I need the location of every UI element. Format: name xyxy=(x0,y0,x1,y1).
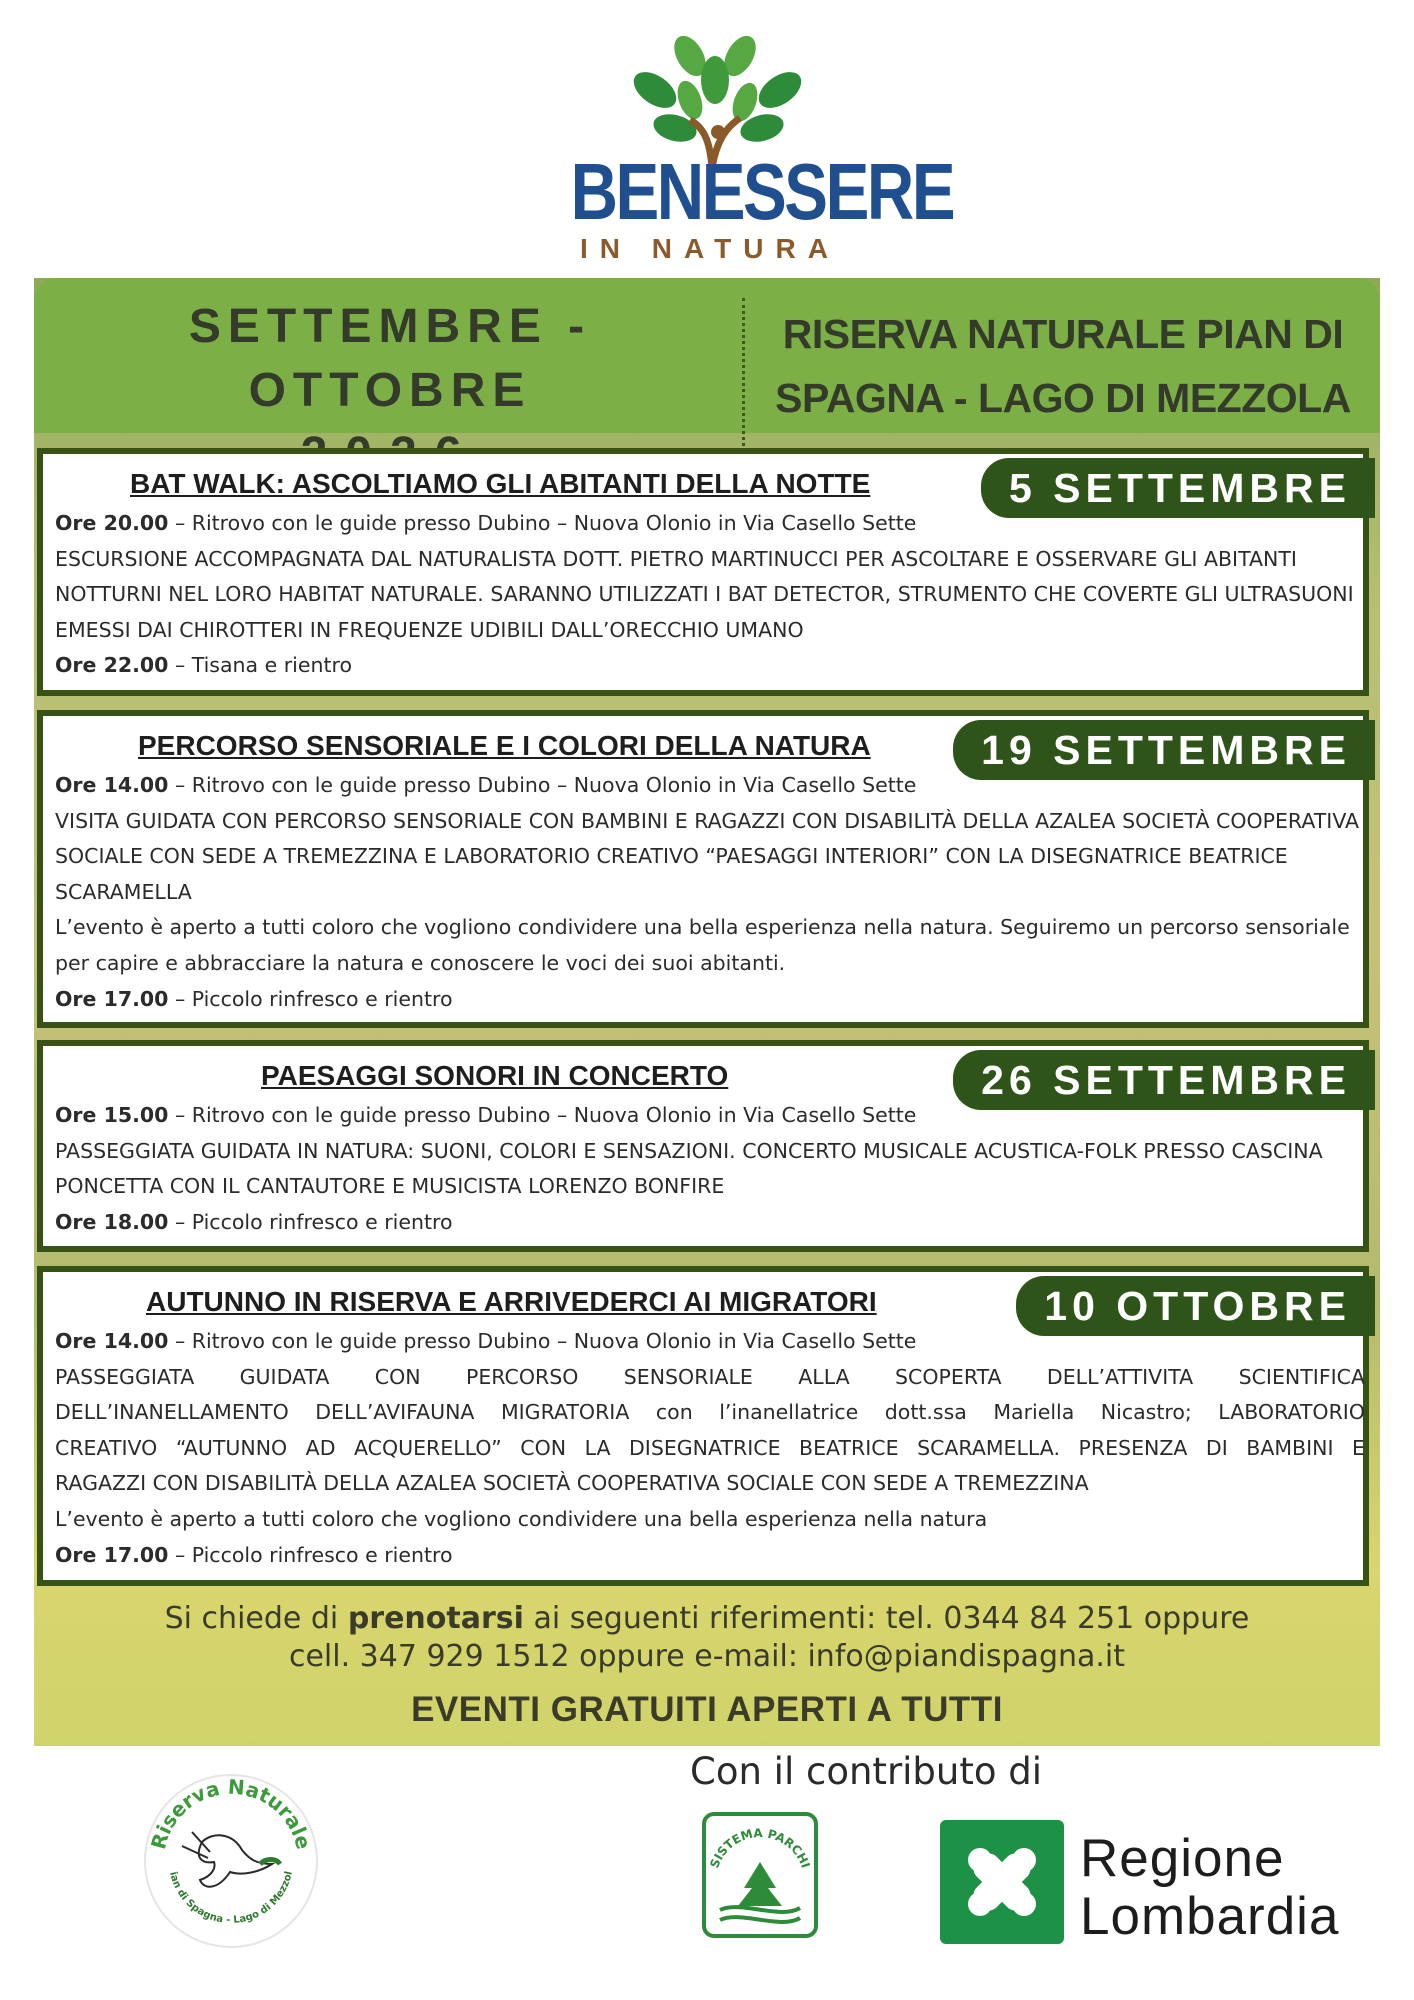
event-end-text: – Piccolo rinfresco e rientro xyxy=(168,1209,453,1234)
location-line1: RISERVA NATURALE PIAN DI xyxy=(782,311,1344,357)
event-end xyxy=(55,1538,1365,1574)
regione-line2: Lombardia xyxy=(1080,1887,1340,1946)
event-card xyxy=(37,1040,1369,1252)
event-end-text: – Piccolo rinfresco e rientro xyxy=(168,986,453,1011)
event-description: ESCURSIONE ACCOMPAGNATA DAL NATURALISTA DOTT. PIETRO MARTINUCCI PER ASCOLTARE E OSSERVARE GLI ABITANTI NOTTURNI NEL LORO HABITAT NATURALE. SARANNO UTILIZZATI I BAT DETECTOR, STRUMENTO CHE COVERTE GLI ULTRASUONI EMESSI DAI CHIROTTERI IN FREQUENZE UDIBILI DALL’ORECCHIO UMANO xyxy=(55,546,1354,642)
event-description: VISITA GUIDATA CON PERCORSO SENSORIALE CON BAMBINI E RAGAZZI CON DISABILITÀ DELLA AZALEA SOCIETÀ COOPERATIVA SOCIALE CON SEDE A TREMEZZINA E LABORATORIO CREATIVO “PAESAGGI INTERIORI” CON LA DISEGNATRICE BEATRICE SCARAMELLA xyxy=(55,808,1360,904)
event-card xyxy=(37,1266,1369,1586)
event-date: 10 OTTOBRE xyxy=(1016,1276,1375,1336)
booking-line1 xyxy=(34,1600,1380,1638)
brand-line2: IN NATURA xyxy=(580,233,840,264)
riserva-top-text: Riserva Naturale xyxy=(146,1774,316,1852)
free-events-notice: EVENTI GRATUITI APERTI A TUTTI xyxy=(411,1690,1003,1729)
event-card xyxy=(37,448,1369,696)
banner-divider xyxy=(742,298,745,446)
event-body xyxy=(55,768,1365,1017)
location-line2: SPAGNA - LAGO DI MEZZOLA xyxy=(775,375,1351,421)
event-start-text: – Ritrovo con le guide presso Dubino – Nuova Olonio in Via Casello Sette xyxy=(168,1103,917,1127)
event-description-line: RAGAZZI CON DISABILITÀ DELLA AZALEA SOCIETÀ COOPERATIVA SOCIALE CON SEDE A TREMEZZINA xyxy=(55,1471,1089,1496)
event-start-time: Ore 15.00 xyxy=(55,1103,169,1127)
contribution-label: Con il contributo di xyxy=(690,1750,1043,1793)
event-description: PASSEGGIATA GUIDATA IN NATURA: SUONI, COLORI E SENSAZIONI. CONCERTO MUSICALE ACUSTICA-FOLK PRESSO CASCINA PONCETTA CON IL CANTAUTORE E MUSICISTA LORENZO BONFIRE xyxy=(55,1138,1323,1199)
event-end-time: Ore 18.00 xyxy=(55,1209,169,1234)
booking-prefix: Si chiede di xyxy=(164,1601,348,1636)
event-body xyxy=(55,1098,1365,1240)
event-start xyxy=(55,768,1365,804)
sistema-parchi-emblem-icon xyxy=(700,1810,820,1940)
event-description-line: DELL’INANELLAMENTO DELL’AVIFAUNA MIGRATORIA con l’inanellatrice dott.ssa Mariella Nicastro; LABORATORIO xyxy=(55,1400,1365,1425)
regione-lombardia-mark xyxy=(940,1820,1064,1944)
event-location xyxy=(748,302,1378,430)
event-end-time: Ore 17.00 xyxy=(55,1542,169,1567)
brand-line1: BENESSERE xyxy=(570,147,954,236)
event-title: PAESAGGI SONORI IN CONCERTO xyxy=(261,1060,729,1091)
event-start xyxy=(55,506,1365,542)
event-end-text: – Tisana e rientro xyxy=(168,653,353,678)
event-start-text: – Ritrovo con le guide presso Dubino – Nuova Olonio in Via Casello Sette xyxy=(168,511,917,535)
event-start-text: – Ritrovo con le guide presso Dubino – Nuova Olonio in Via Casello Sette xyxy=(168,1329,917,1353)
event-start-time: Ore 20.00 xyxy=(55,511,169,535)
event-end-time: Ore 17.00 xyxy=(55,986,169,1011)
period-months: SETTEMBRE - OTTOBRE xyxy=(188,300,592,417)
riserva-bottom-text: ian di Spagna - Lago di Mezzol xyxy=(167,1870,295,1926)
event-date: 26 SETTEMBRE xyxy=(953,1050,1375,1110)
event-date: 19 SETTEMBRE xyxy=(953,720,1375,780)
event-end-text: – Piccolo rinfresco e rientro xyxy=(168,1542,453,1567)
booking-suffix: ai seguenti riferimenti: tel. 0344 84 251 oppure xyxy=(523,1601,1250,1636)
regione-lombardia-name xyxy=(1080,1830,1339,1946)
riserva-naturale-emblem-icon xyxy=(142,1772,320,1950)
event-body xyxy=(55,1324,1365,1573)
sistema-parchi-text: SISTEMA PARCHI xyxy=(707,1825,813,1870)
event-end xyxy=(55,1205,1365,1241)
booking-bold: prenotarsi xyxy=(347,1601,524,1636)
event-body xyxy=(55,506,1365,684)
riserva-naturale-logo xyxy=(142,1772,320,1950)
event-start-text: – Ritrovo con le guide presso Dubino – Nuova Olonio in Via Casello Sette xyxy=(168,773,917,797)
booking-info xyxy=(34,1600,1380,1676)
event-end xyxy=(55,982,1365,1018)
event-start xyxy=(55,1324,1365,1360)
event-end xyxy=(55,648,1365,684)
benessere-in-natura-logo xyxy=(540,28,954,264)
event-note: L’evento è aperto a tutti coloro che vogliono condividere una bella esperienza nella natura. Seguiremo un percorso sensoriale per capire e abbracciare la natura e conoscere le voci dei suoi abitanti. xyxy=(55,915,1350,975)
event-start-time: Ore 14.00 xyxy=(55,1329,169,1353)
regione-cross-icon xyxy=(940,1820,1064,1944)
regione-line1: Regione xyxy=(1080,1829,1285,1888)
event-title: AUTUNNO IN RISERVA E ARRIVEDERCI AI MIGRATORI xyxy=(146,1286,877,1317)
event-card xyxy=(37,710,1369,1028)
event-end-time: Ore 22.00 xyxy=(55,653,169,678)
event-title: PERCORSO SENSORIALE E I COLORI DELLA NATURA xyxy=(138,730,871,761)
sistema-parchi-logo xyxy=(700,1810,820,1940)
event-note: L’evento è aperto a tutti coloro che vogliono condividere una bella esperienza nella natura xyxy=(55,1506,988,1531)
booking-line2: cell. 347 929 1512 oppure e-mail: info@piandispagna.it xyxy=(288,1639,1126,1674)
event-title: BAT WALK: ASCOLTIAMO GLI ABITANTI DELLA NOTTE xyxy=(130,468,871,499)
event-start xyxy=(55,1098,1365,1134)
event-description-line: CREATIVO “AUTUNNO AD ACQUERELLO” CON LA DISEGNATRICE BEATRICE SCARAMELLA. PRESENZA DI BAMBINI E xyxy=(55,1435,1365,1460)
event-date: 5 SETTEMBRE xyxy=(981,458,1375,518)
event-start-time: Ore 14.00 xyxy=(55,773,169,797)
event-description-line: PASSEGGIATA GUIDATA CON PERCORSO SENSORIALE ALLA SCOPERTA DELL’ATTIVITA SCIENTIFICA xyxy=(55,1364,1365,1389)
